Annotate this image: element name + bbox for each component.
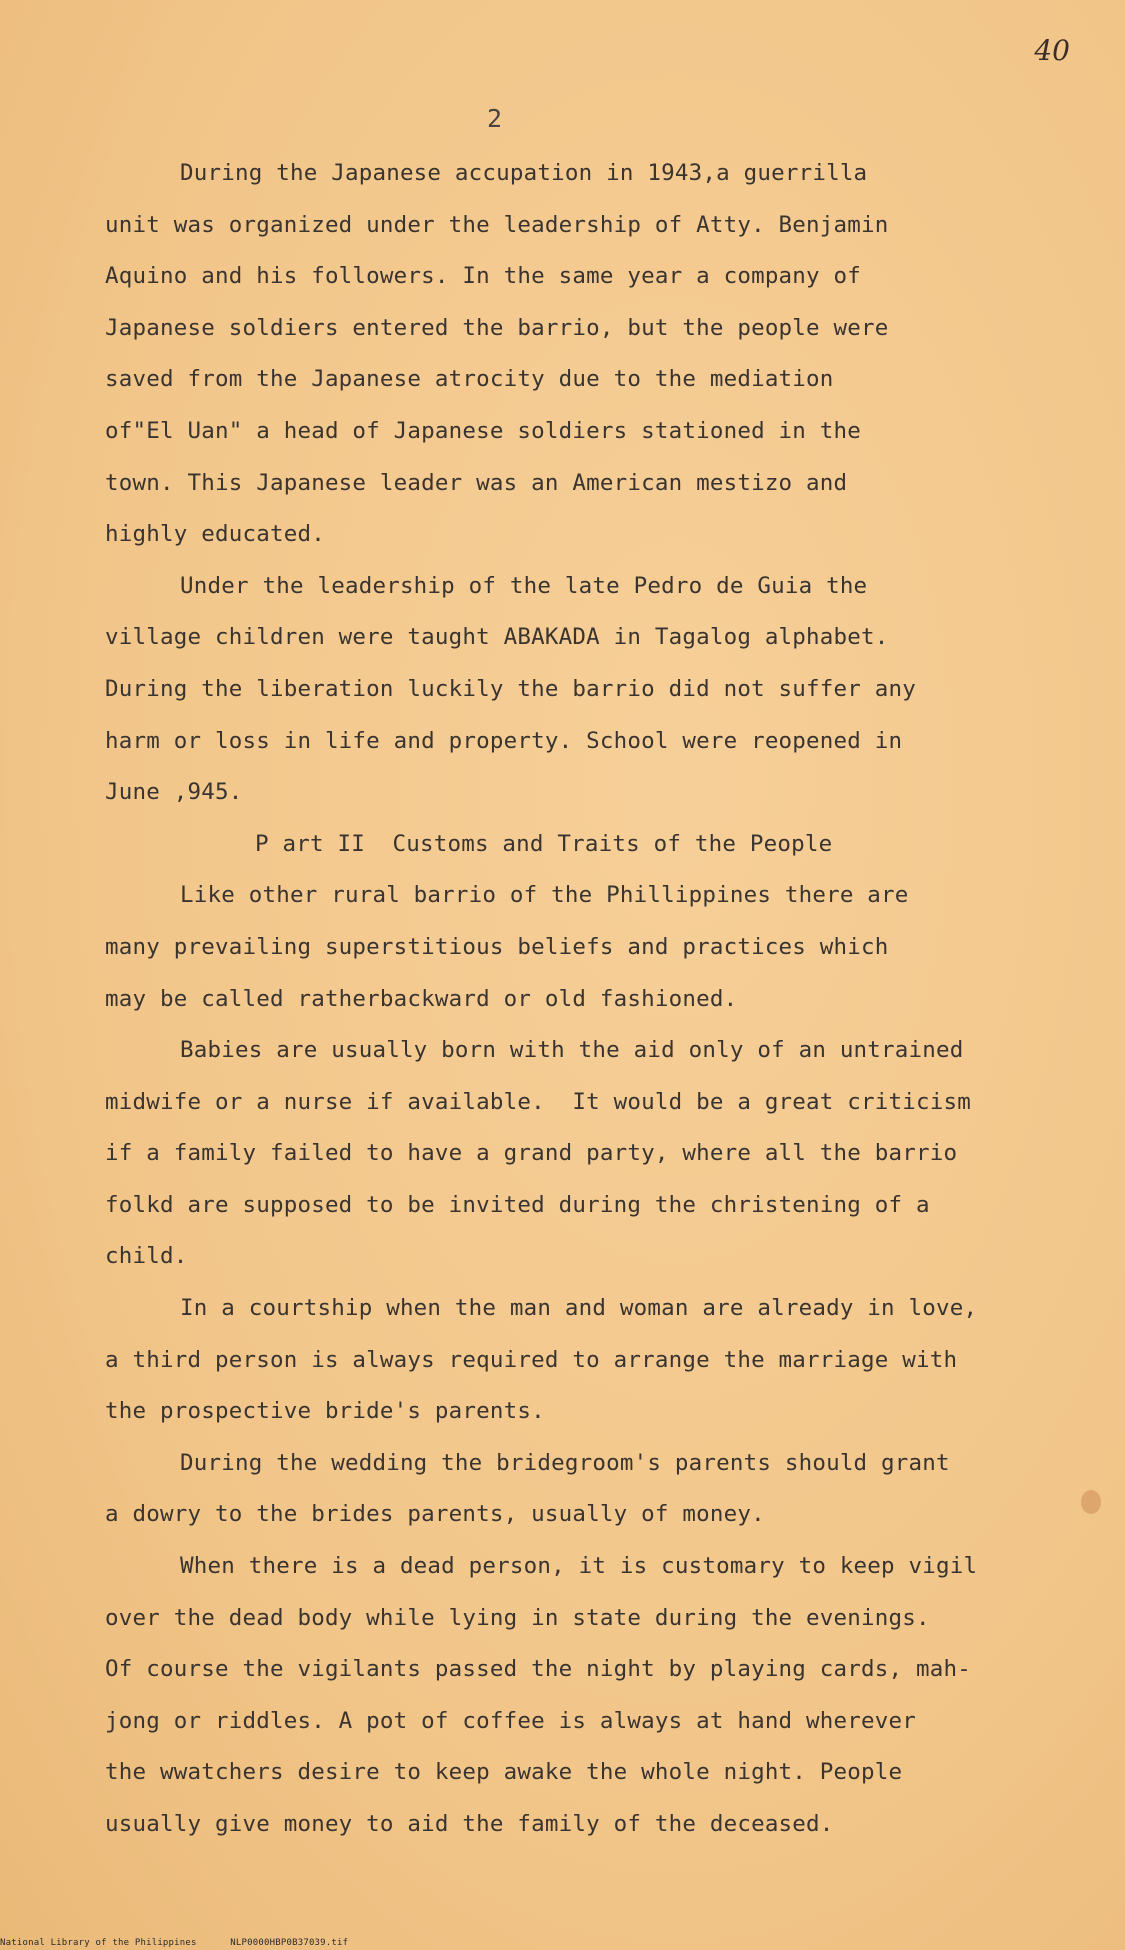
text-line: Aquino and his followers. In the same year a company of xyxy=(105,263,862,290)
text-line: saved from the Japanese atrocity due to the mediation xyxy=(105,366,834,393)
text-line: midwife or a nurse if available. It would be a great criticism xyxy=(105,1088,972,1115)
text-line: During the wedding the bridegroom's parents should grant xyxy=(180,1449,950,1476)
text-line: Of course the vigilants passed the night by playing cards, mah- xyxy=(105,1656,972,1683)
text-line: Japanese soldiers entered the barrio, but the people were xyxy=(105,314,889,341)
text-line: folkd are supposed to be invited during the christening of a xyxy=(105,1191,930,1218)
text-line: highly educated. xyxy=(105,521,325,548)
text-line: Under the leadership of the late Pedro de Guia the xyxy=(180,572,868,599)
text-line: over the dead body while lying in state during the evenings. xyxy=(105,1604,930,1631)
text-line: many prevailing superstitious beliefs and practices which xyxy=(105,933,889,960)
text-line: the prospective bride's parents. xyxy=(105,1398,545,1425)
section-heading: P art II Customs and Traits of the People xyxy=(255,830,833,857)
text-line: During the liberation luckily the barrio did not suffer any xyxy=(105,675,917,702)
text-line: Babies are usually born with the aid only of an untrained xyxy=(180,1037,964,1064)
text-line: In a courtship when the man and woman are already in love, xyxy=(180,1295,978,1322)
text-line: of"El Uan" a head of Japanese soldiers stationed in the xyxy=(105,417,862,444)
text-line: child. xyxy=(105,1243,188,1270)
page-number: 2 xyxy=(487,104,503,133)
text-line: harm or loss in life and property. School were reopened in xyxy=(105,727,903,754)
text-line: usually give money to aid the family of the deceased. xyxy=(105,1811,834,1837)
paper-stain xyxy=(1081,1490,1101,1514)
footer-library: National Library of the Philippines xyxy=(0,1938,197,1948)
text-line: unit was organized under the leadership of Atty. Benjamin xyxy=(105,211,889,238)
scan-footer xyxy=(0,1938,376,1948)
text-line: Like other rural barrio of the Phillippines there are xyxy=(180,882,909,909)
text-line: When there is a dead person, it is customary to keep vigil xyxy=(180,1553,978,1580)
text-line: jong or riddles. A pot of coffee is always at hand wherever xyxy=(105,1707,917,1734)
text-line: may be called ratherbackward or old fashioned. xyxy=(105,985,738,1012)
text-line: During the Japanese accupation in 1943,a guerrilla xyxy=(180,160,868,186)
text-line: town. This Japanese leader was an American mestizo and xyxy=(105,469,848,496)
text-line: if a family failed to have a grand party, where all the barrio xyxy=(105,1140,958,1167)
text-line: June ,945. xyxy=(105,779,243,806)
text-line: a dowry to the brides parents, usually of money. xyxy=(105,1501,765,1528)
folio-number: 40 xyxy=(1034,34,1070,67)
text-line: a third person is always required to arrange the marriage with xyxy=(105,1346,958,1373)
footer-file: NLP0000HBP0B37039.tif xyxy=(230,1938,349,1948)
text-line: the wwatchers desire to keep awake the whole night. People xyxy=(105,1759,903,1786)
text-line: village children were taught ABAKADA in Tagalog alphabet. xyxy=(105,624,889,651)
body-text xyxy=(105,148,1095,1851)
